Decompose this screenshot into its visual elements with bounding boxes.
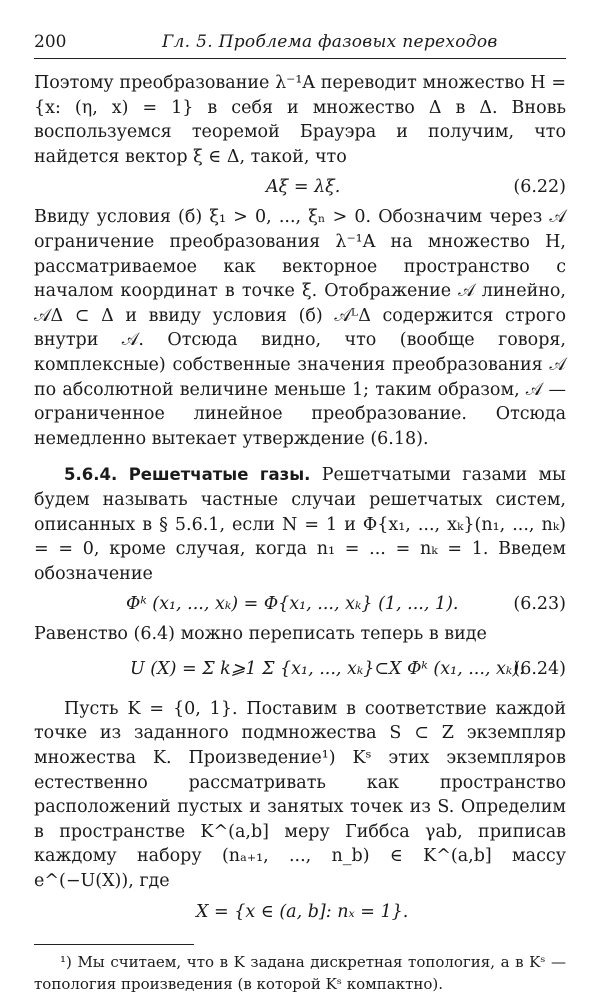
equation-6-22-tag: (6.22): [513, 177, 566, 198]
chapter-title: Гл. 5. Проблема фазовых переходов: [162, 32, 498, 52]
equation-set-x: [34, 894, 566, 930]
section-heading: 5.6.4. Решетчатые газы.: [64, 465, 311, 485]
equation-6-23-expr: Φᵏ (x₁, ..., xₖ) = Φ{x₁, ..., xₖ} (1, ..., 1).: [126, 594, 459, 615]
equation-6-24-expr: U (X) = Σ k⩾1 Σ {x₁, ..., xₖ}⊂X Φᵏ (x₁, ..., xₖ).: [130, 658, 525, 679]
equation-6-22: [34, 169, 566, 205]
paragraph-2: Ввиду условия (б) ξ₁ > 0, ..., ξₙ > 0. Обозначим через 𝒜 ограничение преобразования λ⁻¹A на множество H, рассматриваемое как векторное пространство с началом координат в точке ξ. Отображение 𝒜 линейно, 𝒜Δ ⊂ Δ и ввиду условия (б) 𝒜ᴸΔ содержится строго внутри 𝒜. Отсюда видно, что (вообще говоря, комплексные) собственные значения преобразования 𝒜 по абсолютной величине меньше 1; таким образом, 𝒜 — ограниченное линейное преобразование. Отсюда немедленно вытекает утверждение (6.18).: [34, 207, 566, 449]
section-text: Решетчатыми газами мы будем называть частные случаи решетчатых систем, описанных в § 5.6.1, если N = 1 и Φ{x₁, ..., xₖ}(n₁, ..., nₖ) = = 0, кроме случая, когда n₁ = ... = nₖ = 1. Введем обозначение: [34, 465, 566, 584]
equation-6-23-tag: (6.23): [513, 594, 566, 615]
section-paragraph: [34, 463, 566, 586]
equation-6-24: [34, 647, 566, 691]
equation-6-22-expr: Aξ = λξ.: [266, 177, 341, 198]
paragraph-4: Пусть K = {0, 1}. Поставим в соответствие каждой точке из заданного подмножества S ⊂ Z экземпляр множества K. Произведение¹) Kˢ этих экземпляров естественно рассматривать как пространство расположений пустых и занятых точек из S. Определим в пространстве K^(a,b] меру Гиббса γab, приписав каждому набору (nₐ₊₁, ..., n_b) ∈ K^(a,b] массу e^(−U(X)), где: [34, 698, 566, 892]
footnote: ¹) Мы считаем, что в K задана дискретная топология, а в Kˢ — топология произведения (в которой Kˢ компактно).: [34, 952, 566, 993]
running-header: [34, 30, 566, 59]
paragraph-1: Поэтому преобразование λ⁻¹A переводит множество H = {x: (η, x) = 1} в себя и множество Δ в Δ. Вновь воспользуемся теоремой Брауэра и получим, что найдется вектор ξ ∈ Δ, такой, что: [34, 73, 566, 167]
equation-set-x-expr: X = {x ∈ (a, b]: nₓ = 1}.: [196, 901, 409, 922]
equation-6-24-tag: (6.24): [513, 658, 566, 679]
footnote-divider: [34, 944, 194, 945]
equation-6-23: [34, 586, 566, 622]
paragraph-3: Равенство (6.4) можно переписать теперь в виде: [34, 624, 487, 645]
page-number: 200: [34, 32, 67, 52]
